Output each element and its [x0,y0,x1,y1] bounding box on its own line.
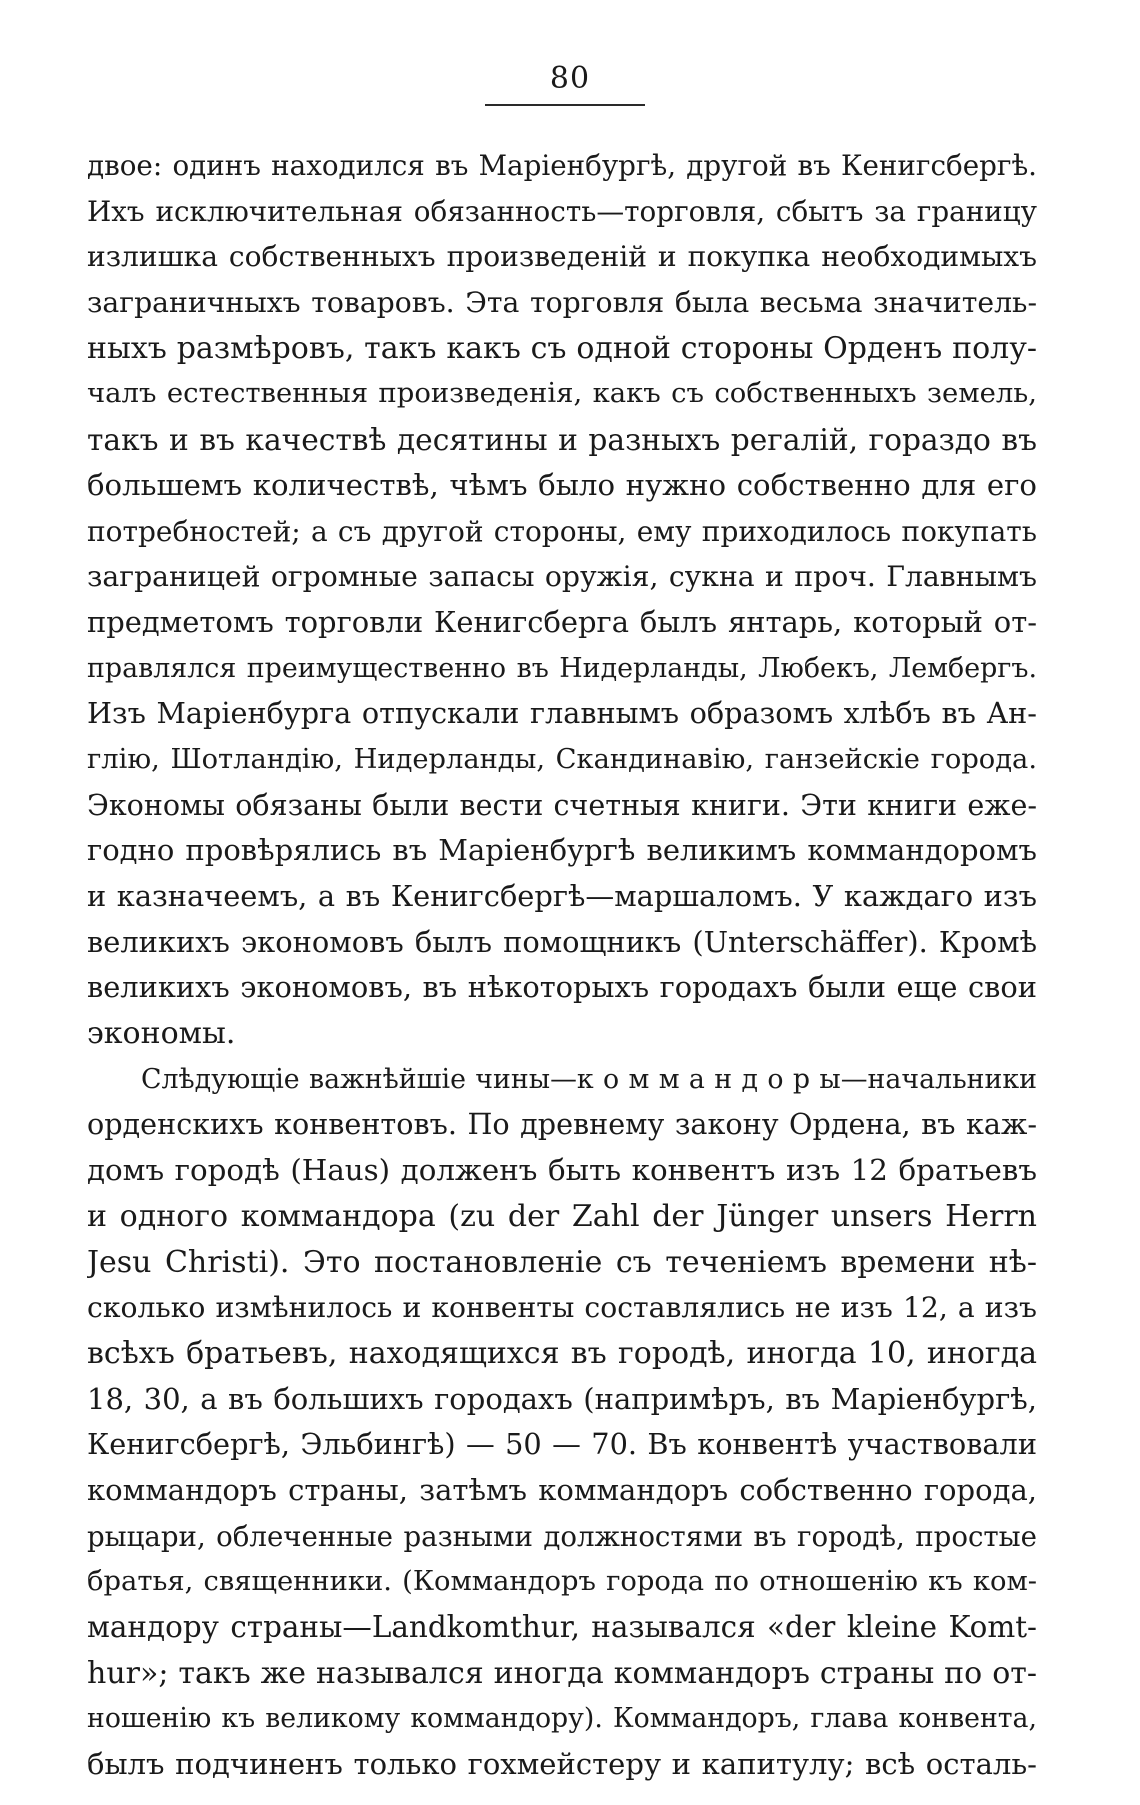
text-line: и казначеемъ, а въ Кенигсбергѣ—маршаломъ. У каждаго изъ [87,879,1037,913]
text-line: потребностей; а съ другой стороны, ему приходилось покупать [87,514,1037,548]
text-line: экономы. [87,1016,236,1052]
text-line: заграничныхъ товаровъ. Эта торговля была весьма значитель- [87,286,1037,320]
text-line: чалъ естественныя произведенія, какъ съ собственныхъ земель, [87,377,1037,410]
text-line: былъ подчиненъ только гохмейстеру и капитулу; всѣ осталь- [87,1747,1037,1782]
page-number-rule [485,104,645,106]
text-line: глію, Шотландію, Нидерланды, Скандинавію, ганзейскіе города. [87,743,1037,775]
text-line: 18, 30, а въ большихъ городахъ (напримѣръ, въ Маріенбургѣ, [87,1381,1037,1416]
text-line: коммандоръ страны, затѣмъ коммандоръ собственно города, [87,1472,1037,1507]
text-line: заграницей огромные запасы оружія, сукна и проч. Главнымъ [87,560,1037,594]
text-line: домъ городѣ (Haus) долженъ быть конвентъ изъ 12 братьевъ [87,1153,1037,1188]
text-line: Ихъ исключительная обязанность—торговля, сбытъ за границу [87,194,1037,228]
page-number: 80 [549,61,591,96]
text-line: правлялся преимущественно въ Нидерланды, Любекъ, Лембергъ. [87,652,1037,684]
text-line: ныхъ размѣровъ, такъ какъ съ одной стороны Орденъ полу- [87,330,1037,366]
text-line: орденскихъ конвентовъ. По древнему закону Ордена, въ каж- [87,1107,1037,1142]
text-line: и одного коммандора (zu der Zahl der Jünger unsers Herrn [87,1198,1037,1234]
text-line: такъ и въ качествѣ десятины и разныхъ регалій, гораздо въ [87,422,1037,458]
text-line: большемъ количествѣ, чѣмъ было нужно собственно для его [87,467,1037,502]
text-line: Слѣдующіе важнѣйшіе чины—к о м м а н д о р ы—начальники [141,1063,1037,1095]
text-line: двое: одинъ находился въ Маріенбургѣ, другой въ Кенигсбергѣ. [87,149,1037,182]
text-line: предметомъ торговли Кенигсберга былъ янтарь, который от- [87,604,1037,639]
text-line: Кенигсбергѣ, Эльбингѣ) — 50 — 70. Въ конвентѣ участвовали [87,1427,1037,1462]
text-line: рыцари, облеченные разными должностями въ городѣ, простые [87,1519,1037,1553]
text-line: ношенію къ великому коммандору). Коммандоръ, глава конвента, [87,1703,1037,1735]
text-line: Изъ Маріенбурга отпускали главнымъ образомъ хлѣбъ въ Ан- [87,696,1037,731]
text-line: излишка собственныхъ произведеній и покупка необходимыхъ [87,240,1037,274]
text-line: hur»; такъ же назывался иногда коммандоръ страны по от- [87,1655,1037,1691]
text-line: сколько измѣнилось и конвенты составлялись не изъ 12, а изъ [87,1291,1037,1325]
body-text [87,143,1037,1788]
text-line: всѣхъ братьевъ, находящихся въ городѣ, иногда 10, иногда [87,1335,1037,1371]
text-line: мандору страны—Landkomthur, назывался «der kleine Komt- [87,1610,1037,1644]
text-line: Jesu Christi). Это постановленіе съ теченіемъ времени нѣ- [87,1244,1037,1280]
text-line: братья, священники. (Коммандоръ города по отношенію къ ком- [87,1566,1037,1598]
text-line: великихъ экономовъ былъ помощникъ (Unterschäffer). Кромѣ [87,924,1037,959]
text-line: годно провѣрялись въ Маріенбургѣ великимъ коммандоромъ [87,833,1037,868]
text-line: Экономы обязаны были вести счетныя книги. Эти книги еже- [87,788,1037,822]
text-line: великихъ экономовъ, въ нѣкоторыхъ городахъ были еще свои [87,970,1037,1005]
